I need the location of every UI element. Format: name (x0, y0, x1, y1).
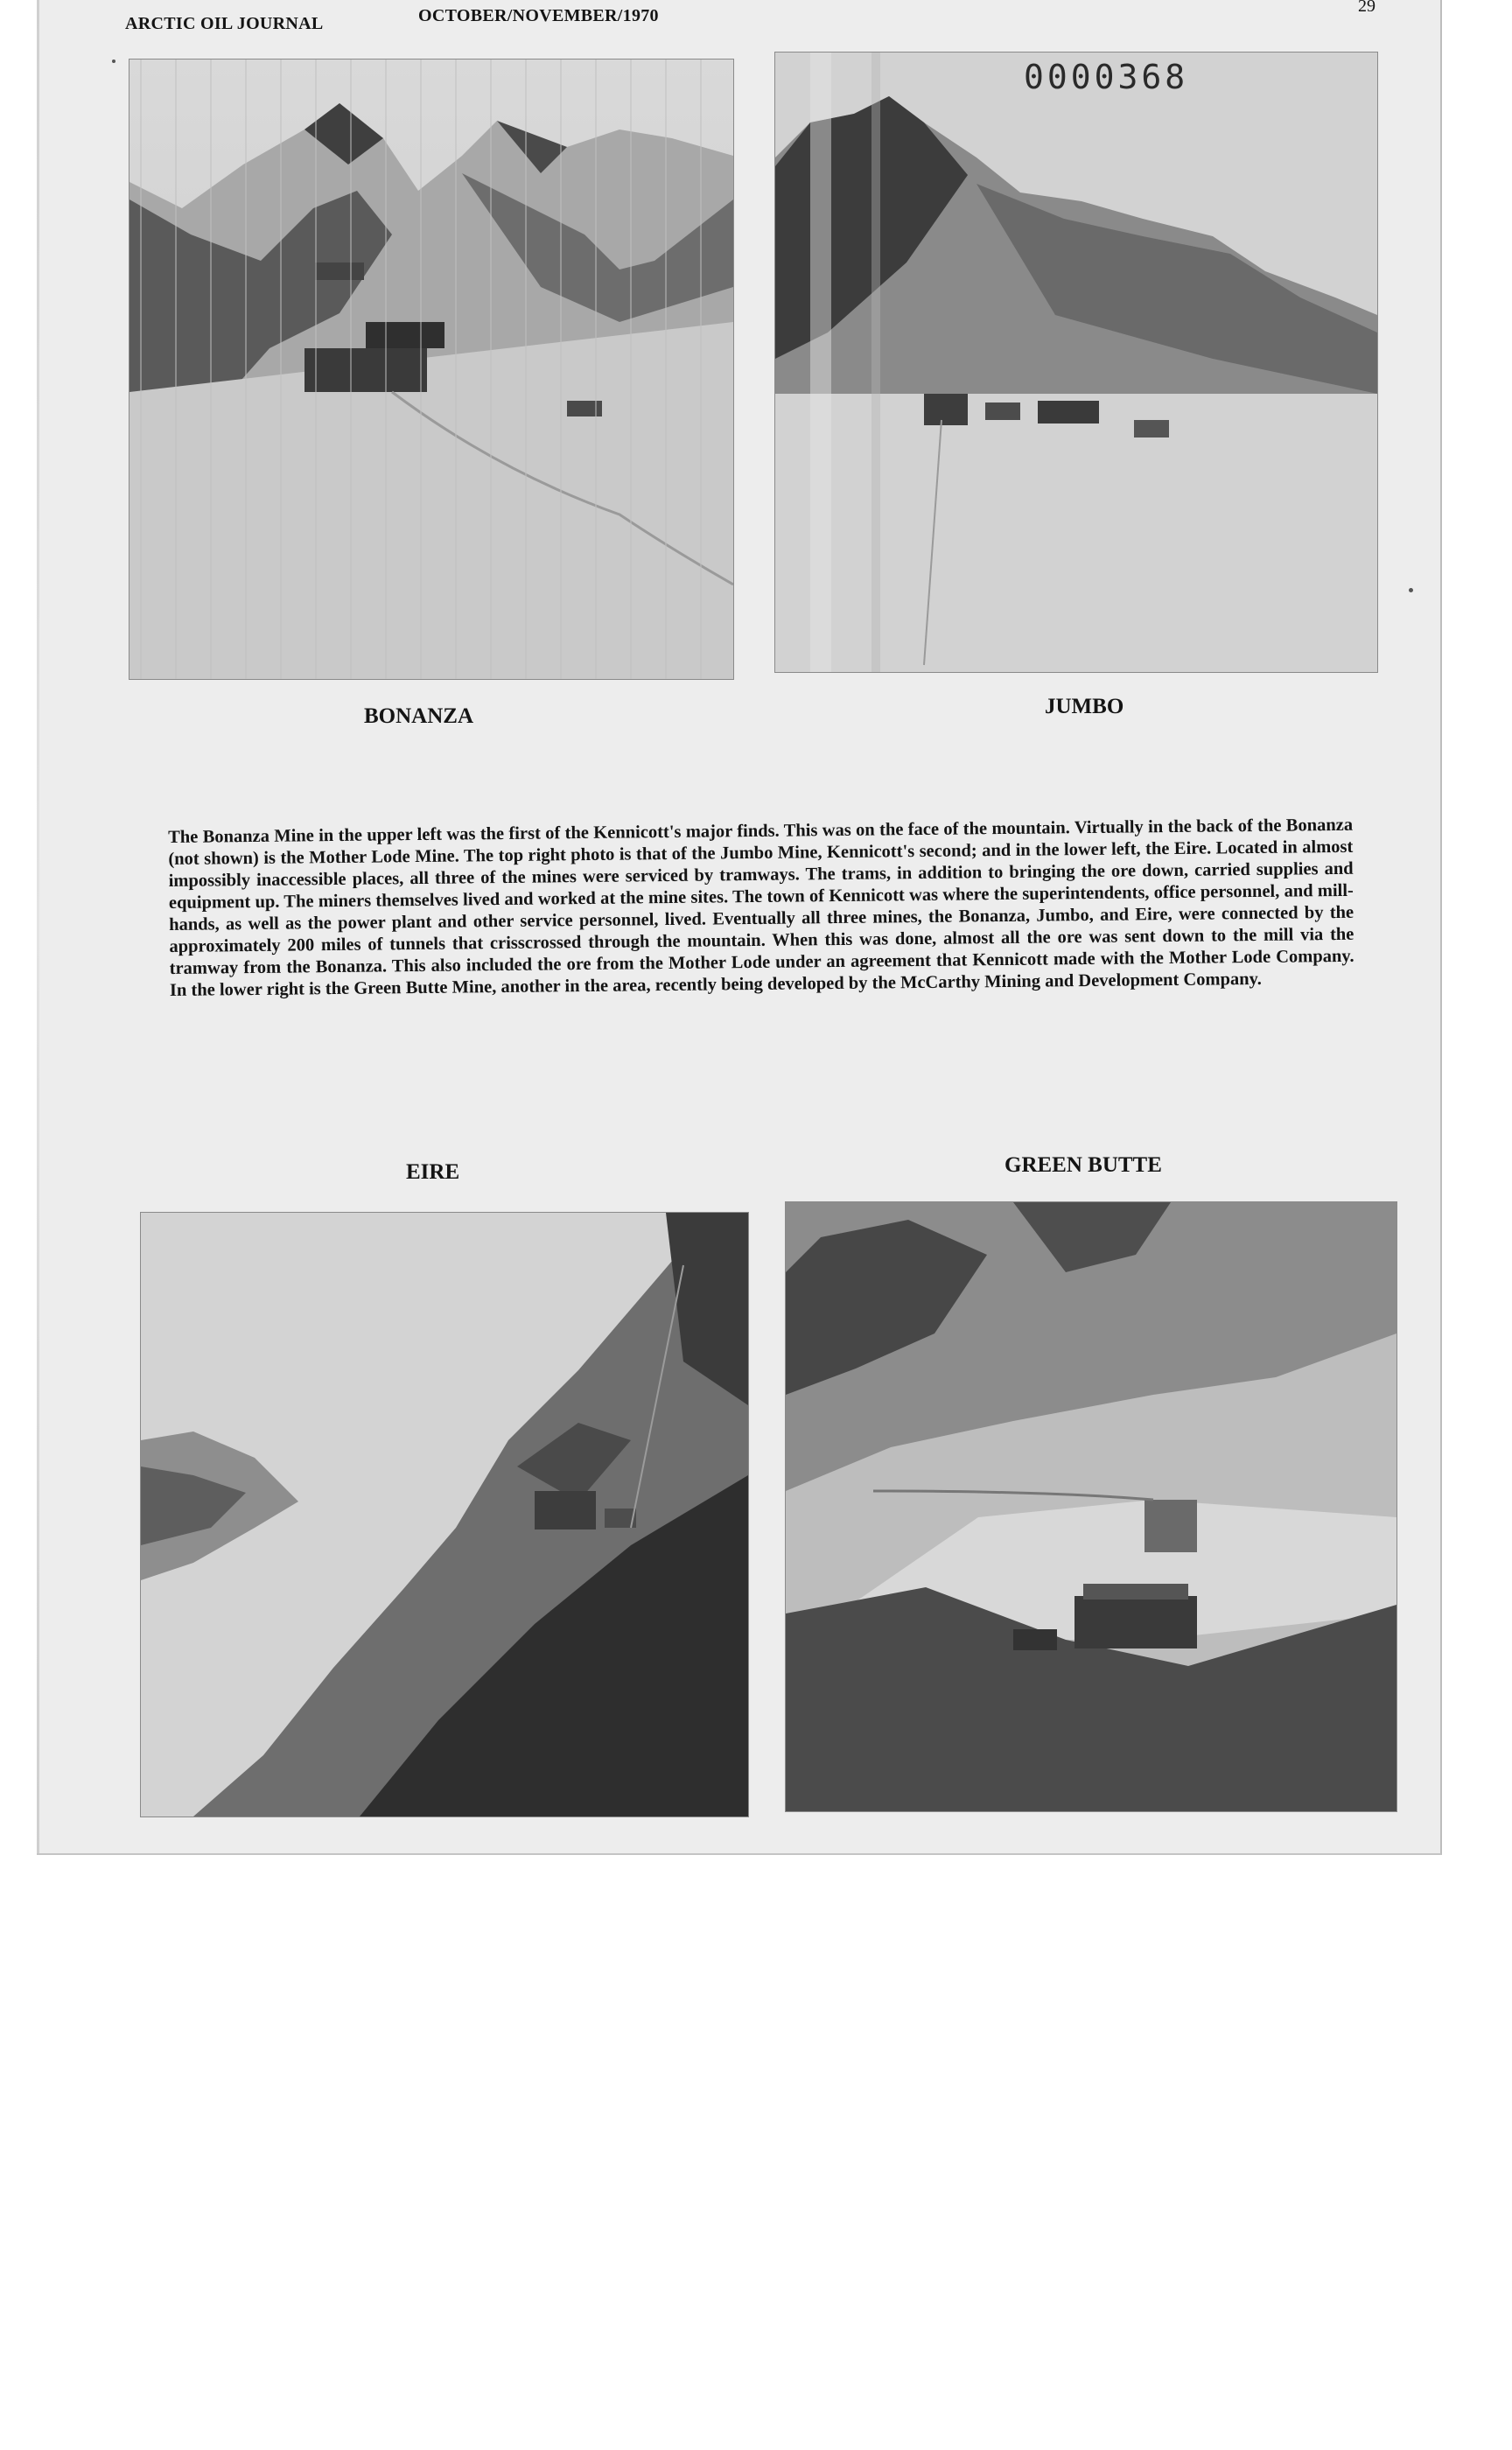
caption-eire: EIRE (406, 1160, 460, 1184)
caption-jumbo: JUMBO (1045, 695, 1124, 718)
issue-date: OCTOBER/NOVEMBER/1970 (418, 6, 659, 25)
archive-stamp-number: 0000368 (1024, 58, 1189, 96)
photo-bonanza (130, 60, 733, 679)
photo-green-butte (786, 1202, 1396, 1811)
print-speck (112, 60, 116, 63)
print-speck (1409, 588, 1413, 592)
photo-jumbo (775, 52, 1377, 672)
page-number: 29 (1358, 0, 1376, 16)
photo-eire (141, 1213, 748, 1816)
caption-green-butte: GREEN BUTTE (1004, 1153, 1162, 1177)
article-body-text: The Bonanza Mine in the upper left was the first of the Kennicott's major finds. This was on the face of the mountain. Virtually in the back of the Bonanza (not shown) is the Mother Lode Mine. The top right photo is that of the Jumbo Mine, Kennicott's second; and in the lower left, the Eire. Located in almost impossibly inaccessible places, all three of the mines were serviced by tramways. The trams, in addition to bringing the ore down, carried supplies and equipment up. The miners themselves lived and worked at the mine sites. The town of Kennicott was where the superintendents, office personnel, and mill-hands, as well as the power plant and other service personnel, lived. Eventually all three mines, the Bonanza, Jumbo, and Eire, were connected by the approximately 200 miles of tunnels that crisscrossed through the mountain. When this was done, almost all the ore was sent down to the mill via the tramway from the Bonanza. This also included the ore from the Mother Lode under an agreement that Kennicott made with the Mother Lode Company. In the lower right is the Green Butte Mine, another in the area, recently being developed by the McCarthy Mining and Development Company. (168, 815, 1354, 1000)
journal-title: ARCTIC OIL JOURNAL (125, 14, 324, 33)
caption-bonanza: BONANZA (364, 704, 474, 728)
